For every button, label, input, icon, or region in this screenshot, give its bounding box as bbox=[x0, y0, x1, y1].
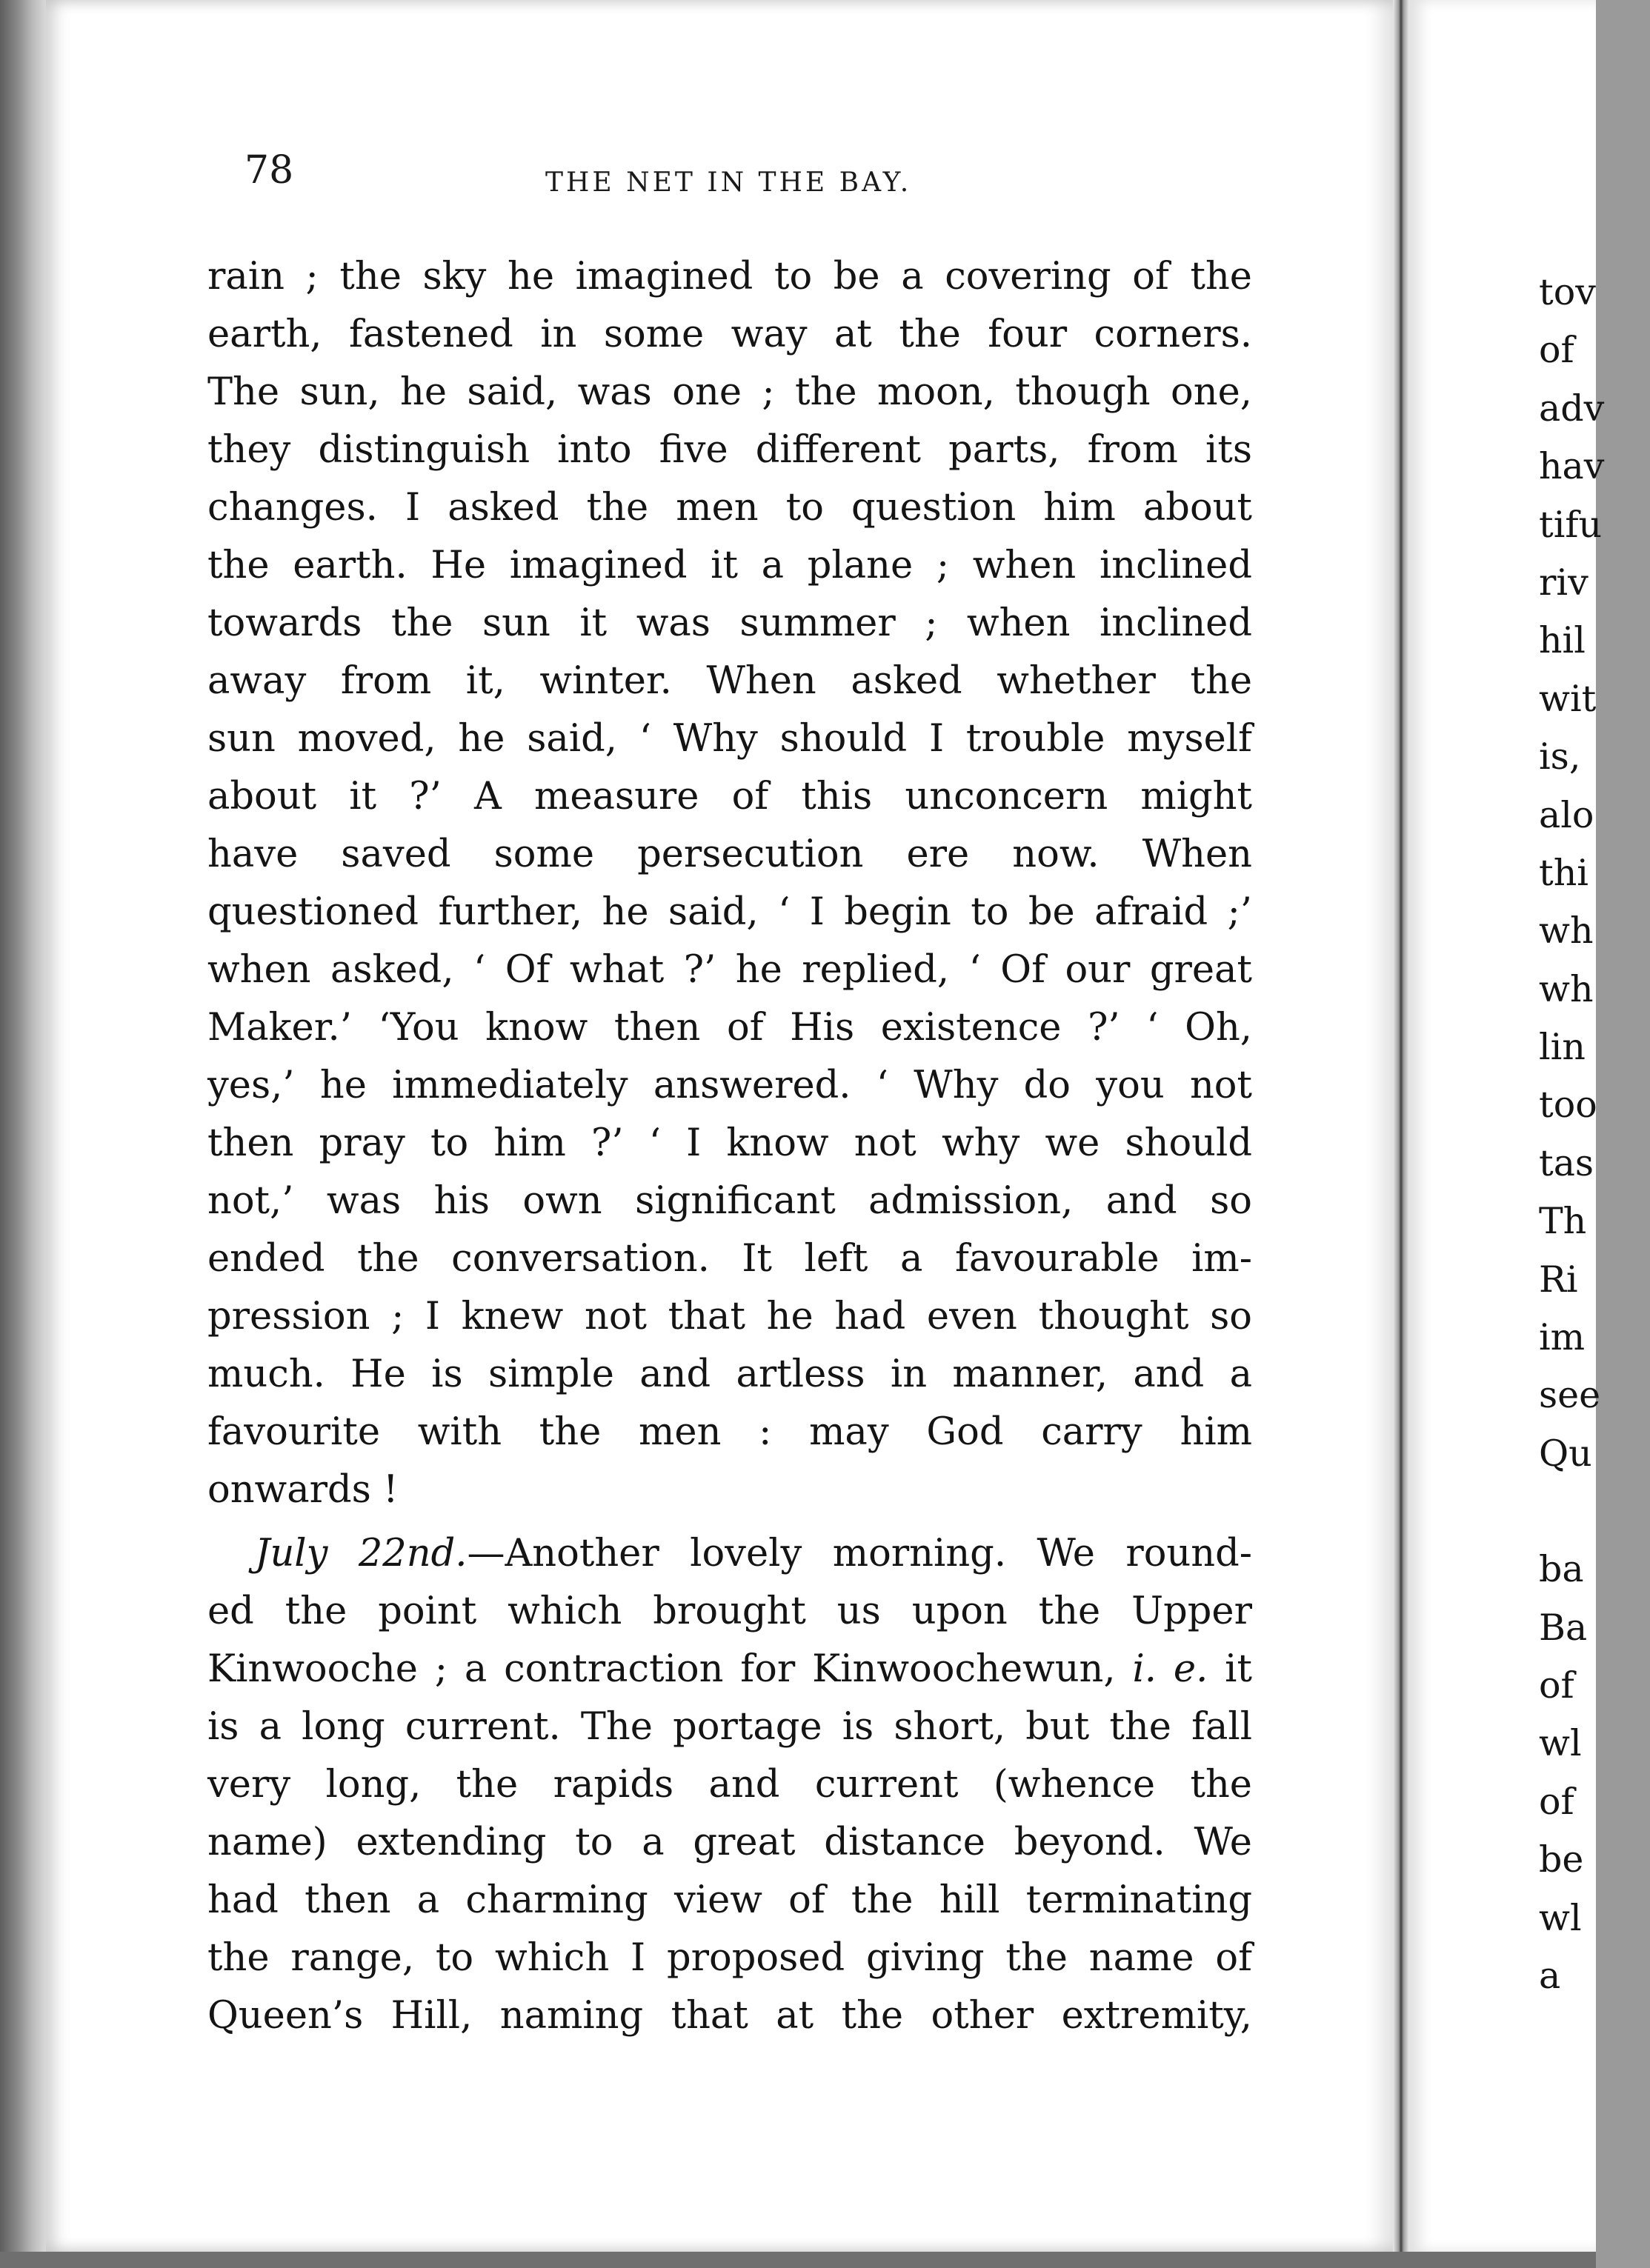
right-fragment: wh bbox=[1539, 967, 1594, 1010]
text-line: have saved some persecution ere now. When bbox=[207, 833, 1252, 876]
book-gutter bbox=[1393, 0, 1409, 2268]
right-fragment: tifu bbox=[1539, 503, 1603, 546]
text-fragment: —Another lovely morning. We round- bbox=[467, 1532, 1252, 1575]
text-line: towards the sun it was summer ; when inclined bbox=[207, 601, 1252, 645]
right-fragment: riv bbox=[1539, 561, 1589, 604]
right-fragment: of bbox=[1539, 1664, 1574, 1707]
text-line: ed the point which brought us upon the Upper bbox=[207, 1590, 1252, 1633]
right-fragment: im bbox=[1539, 1316, 1586, 1359]
text-line: rain ; the sky he imagined to be a covering of the bbox=[207, 255, 1252, 298]
book-binding-edge bbox=[0, 0, 46, 2268]
right-fragment: Qu bbox=[1539, 1432, 1592, 1475]
right-fragment: a bbox=[1539, 1954, 1561, 1997]
right-fragment: Ba bbox=[1539, 1606, 1588, 1649]
right-fragment: lin bbox=[1539, 1026, 1586, 1069]
text-line: questioned further, he said, ‘ I begin to be afraid ;’ bbox=[207, 890, 1252, 934]
text-line bbox=[207, 1641, 1252, 1698]
right-fragment: of bbox=[1539, 1780, 1574, 1823]
text-line: much. He is simple and artless in manner, and a bbox=[207, 1353, 1252, 1396]
text-line: not,’ was his own significant admission, and so bbox=[207, 1179, 1252, 1223]
text-line: Maker.’ ‘You know then of His existence ?’ ‘ Oh, bbox=[207, 1006, 1252, 1050]
right-fragment: Th bbox=[1539, 1200, 1587, 1243]
entry-date: July 22nd. bbox=[255, 1532, 468, 1575]
right-page-fragments bbox=[1539, 264, 1650, 2005]
bottom-page-edge bbox=[0, 2252, 1596, 2268]
right-fragment: tov bbox=[1539, 271, 1596, 313]
text-line: Queen’s Hill, naming that at the other extremity, bbox=[207, 1994, 1252, 2038]
text-line: the earth. He imagined it a plane ; when inclined bbox=[207, 544, 1252, 587]
text-line: is a long current. The portage is short, but the fall bbox=[207, 1705, 1252, 1749]
right-fragment: ba bbox=[1539, 1548, 1584, 1591]
running-head: THE NET IN THE BAY. bbox=[545, 167, 912, 198]
body-text bbox=[207, 248, 1252, 2045]
text-line: yes,’ he immediately answered. ‘ Why do you not bbox=[207, 1064, 1252, 1107]
text-line: about it ?’ A measure of this unconcern might bbox=[207, 775, 1252, 818]
text-line: The sun, he said, was one ; the moon, though one, bbox=[207, 370, 1252, 414]
text-line: away from it, winter. When asked whether the bbox=[207, 659, 1252, 703]
text-line: very long, the rapids and current (whence the bbox=[207, 1763, 1252, 1807]
right-fragment: too bbox=[1539, 1084, 1597, 1127]
right-fragment: Ri bbox=[1539, 1258, 1578, 1301]
right-fragment: wit bbox=[1539, 677, 1597, 720]
text-fragment: Kinwooche ; a contraction for Kinwoochewun, bbox=[207, 1647, 1116, 1691]
text-line: the range, to which I proposed giving the name of bbox=[207, 1936, 1252, 1980]
text-line: favourite with the men : may God carry him bbox=[207, 1410, 1252, 1454]
right-fragment: wl bbox=[1539, 1722, 1582, 1765]
text-line: onwards ! bbox=[207, 1468, 399, 1512]
page-number: 78 bbox=[244, 148, 294, 193]
text-line: they distinguish into five different parts, from its bbox=[207, 428, 1252, 472]
right-fragment: see bbox=[1539, 1374, 1601, 1417]
right-fragment: tas bbox=[1539, 1141, 1594, 1184]
text-fragment: it bbox=[1208, 1647, 1252, 1691]
text-line: ended the conversation. It left a favourable im- bbox=[207, 1237, 1252, 1281]
text-line: earth, fastened in some way at the four corners. bbox=[207, 313, 1252, 356]
text-line: then pray to him ?’ ‘ I know not why we should bbox=[207, 1121, 1252, 1165]
paragraph-start-line bbox=[207, 1525, 1252, 1583]
text-line: had then a charming view of the hill terminating bbox=[207, 1878, 1252, 1922]
right-fragment: wl bbox=[1539, 1896, 1582, 1939]
text-line: pression ; I knew not that he had even thought so bbox=[207, 1295, 1252, 1338]
right-fragment: adv bbox=[1539, 387, 1605, 430]
text-line: sun moved, he said, ‘ Why should I trouble myself bbox=[207, 717, 1252, 761]
right-fragment: of bbox=[1539, 329, 1574, 372]
right-fragment: is, bbox=[1539, 736, 1581, 778]
right-fragment: thi bbox=[1539, 851, 1589, 894]
text-line: changes. I asked the men to question him about bbox=[207, 486, 1252, 530]
abbreviation: i. e. bbox=[1132, 1647, 1208, 1691]
right-fragment: alo bbox=[1539, 793, 1594, 836]
right-fragment: wh bbox=[1539, 910, 1594, 953]
right-fragment: be bbox=[1539, 1838, 1584, 1881]
text-line: when asked, ‘ Of what ?’ he replied, ‘ Of our great bbox=[207, 948, 1252, 992]
right-fragment: hav bbox=[1539, 445, 1605, 488]
text-line: name) extending to a great distance beyond. We bbox=[207, 1821, 1252, 1864]
right-fragment: hil bbox=[1539, 619, 1586, 662]
